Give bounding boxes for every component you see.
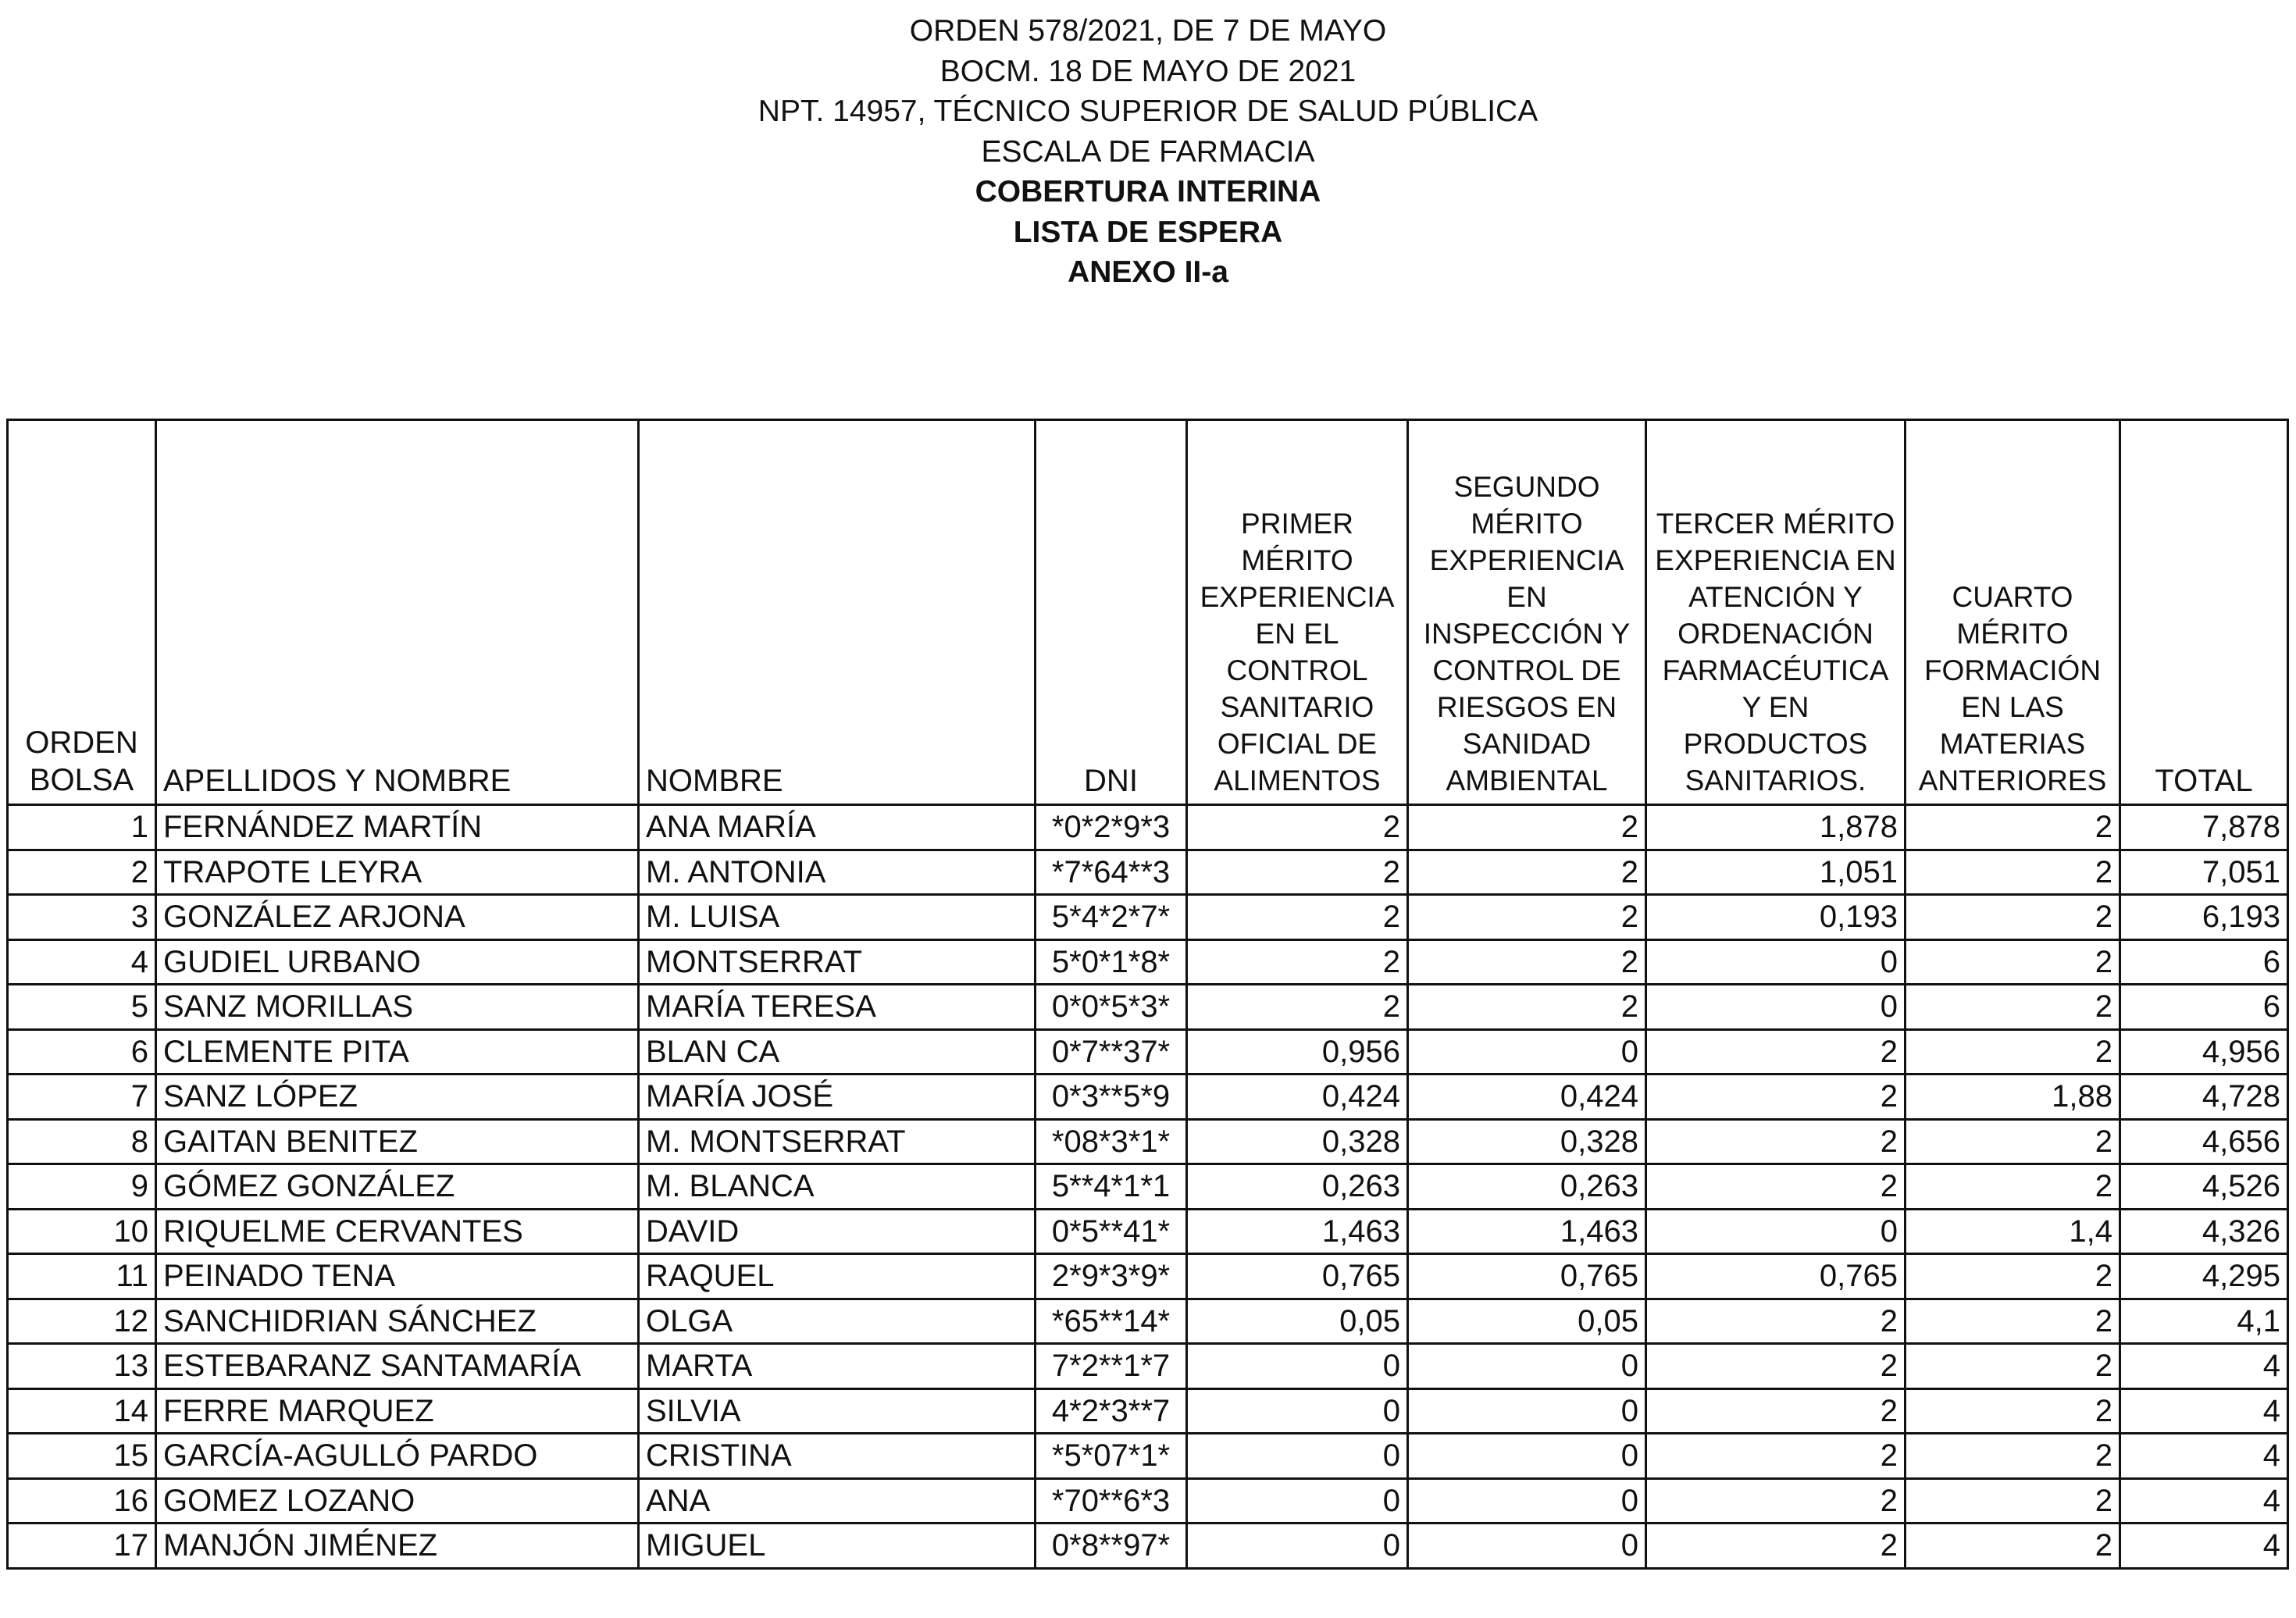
heading-line-orden: ORDEN 578/2021, DE 7 DE MAYO — [909, 14, 1387, 48]
table-row — [8, 1524, 2288, 1569]
cell-dni: *70**6*3 — [1036, 1478, 1187, 1524]
header-apellidos: APELLIDOS Y NOMBRE — [156, 420, 639, 805]
cell-merito-1: 1,463 — [1187, 1209, 1408, 1254]
cell-orden: 3 — [8, 895, 156, 940]
cell-apellidos: FERRE MARQUEZ — [156, 1388, 639, 1434]
cell-orden: 9 — [8, 1164, 156, 1210]
cell-nombre: MIGUEL — [639, 1524, 1036, 1569]
cell-apellidos: GAITAN BENITEZ — [156, 1119, 639, 1164]
cell-total: 4 — [2120, 1388, 2288, 1434]
cell-nombre: M. BLANCA — [639, 1164, 1036, 1210]
cell-merito-4: 1,4 — [1906, 1209, 2120, 1254]
cell-merito-2: 2 — [1408, 895, 1646, 940]
cell-dni: 4*2*3**7 — [1036, 1388, 1187, 1434]
cell-orden: 14 — [8, 1388, 156, 1434]
header-merito-4 — [1906, 420, 2120, 805]
cell-merito-3: 2 — [1646, 1299, 1906, 1344]
cell-merito-3: 2 — [1646, 1434, 1906, 1479]
table-row — [8, 1029, 2288, 1075]
cell-nombre: M. ANTONIA — [639, 850, 1036, 895]
cell-merito-4: 1,88 — [1906, 1075, 2120, 1120]
cell-merito-3: 0,193 — [1646, 895, 1906, 940]
cell-nombre: CRISTINA — [639, 1434, 1036, 1479]
cell-merito-1: 0,765 — [1187, 1254, 1408, 1299]
cell-merito-2: 0 — [1408, 1478, 1646, 1524]
table-row — [8, 1254, 2288, 1299]
cell-merito-1: 0 — [1187, 1524, 1408, 1569]
header-merito-3-text: TERCER MÉRITO EXPERIENCIA EN ATENCIÓN Y ORDENACIÓN FARMACÉUTICA Y EN PRODUCTOS SANITARIOS. — [1655, 508, 1896, 797]
cell-orden: 6 — [8, 1029, 156, 1075]
cell-total: 4,1 — [2120, 1299, 2288, 1344]
cell-dni: 0*8**97* — [1036, 1524, 1187, 1569]
cell-merito-2: 0 — [1408, 1388, 1646, 1434]
cell-merito-2: 0,263 — [1408, 1164, 1646, 1210]
cell-orden: 13 — [8, 1344, 156, 1389]
cell-merito-4: 2 — [1906, 805, 2120, 850]
table-row — [8, 1478, 2288, 1524]
table-row — [8, 939, 2288, 985]
cell-orden: 10 — [8, 1209, 156, 1254]
cell-nombre: ANA — [639, 1478, 1036, 1524]
cell-nombre: M. MONTSERRAT — [639, 1119, 1036, 1164]
cell-apellidos: FERNÁNDEZ MARTÍN — [156, 805, 639, 850]
cell-orden: 12 — [8, 1299, 156, 1344]
cell-merito-2: 0,424 — [1408, 1075, 1646, 1120]
waiting-list-table — [6, 419, 2289, 1570]
cell-merito-3: 2 — [1646, 1388, 1906, 1434]
cell-total: 4 — [2120, 1524, 2288, 1569]
table-row — [8, 805, 2288, 850]
cell-nombre: BLAN CA — [639, 1029, 1036, 1075]
cell-merito-1: 2 — [1187, 985, 1408, 1030]
cell-merito-4: 2 — [1906, 1299, 2120, 1344]
cell-merito-2: 0,765 — [1408, 1254, 1646, 1299]
cell-merito-1: 0,328 — [1187, 1119, 1408, 1164]
cell-nombre: SILVIA — [639, 1388, 1036, 1434]
cell-dni: 0*5**41* — [1036, 1209, 1187, 1254]
cell-merito-3: 1,051 — [1646, 850, 1906, 895]
cell-merito-3: 2 — [1646, 1164, 1906, 1210]
table-row — [8, 1164, 2288, 1210]
cell-merito-2: 2 — [1408, 985, 1646, 1030]
table-row — [8, 985, 2288, 1030]
cell-merito-2: 0 — [1408, 1029, 1646, 1075]
table-row — [8, 1434, 2288, 1479]
cell-merito-3: 2 — [1646, 1524, 1906, 1569]
cell-merito-1: 2 — [1187, 895, 1408, 940]
cell-orden: 2 — [8, 850, 156, 895]
cell-total: 6 — [2120, 985, 2288, 1030]
header-merito-2 — [1408, 420, 1646, 805]
cell-dni: 7*2**1*7 — [1036, 1344, 1187, 1389]
cell-apellidos: GOMEZ LOZANO — [156, 1478, 639, 1524]
cell-total: 4,956 — [2120, 1029, 2288, 1075]
cell-merito-1: 0 — [1187, 1344, 1408, 1389]
cell-merito-2: 2 — [1408, 939, 1646, 985]
cell-dni: *5*07*1* — [1036, 1434, 1187, 1479]
table-row — [8, 1075, 2288, 1120]
header-orden-line2: BOLSA — [29, 763, 134, 797]
cell-total: 4,326 — [2120, 1209, 2288, 1254]
cell-orden: 17 — [8, 1524, 156, 1569]
cell-merito-4: 2 — [1906, 1029, 2120, 1075]
cell-merito-1: 0,05 — [1187, 1299, 1408, 1344]
cell-merito-1: 0,424 — [1187, 1075, 1408, 1120]
cell-apellidos: MANJÓN JIMÉNEZ — [156, 1524, 639, 1569]
document-heading — [0, 11, 2296, 293]
cell-total: 4,656 — [2120, 1119, 2288, 1164]
cell-orden: 16 — [8, 1478, 156, 1524]
table-row — [8, 1119, 2288, 1164]
cell-nombre: MARÍA JOSÉ — [639, 1075, 1036, 1120]
cell-apellidos: CLEMENTE PITA — [156, 1029, 639, 1075]
cell-merito-3: 0 — [1646, 939, 1906, 985]
cell-nombre: DAVID — [639, 1209, 1036, 1254]
heading-line-bocm: BOCM. 18 DE MAYO DE 2021 — [939, 54, 1357, 88]
header-nombre: NOMBRE — [639, 420, 1036, 805]
cell-merito-1: 0 — [1187, 1478, 1408, 1524]
cell-merito-2: 0 — [1408, 1434, 1646, 1479]
cell-apellidos: GONZÁLEZ ARJONA — [156, 895, 639, 940]
cell-dni: *0*2*9*3 — [1036, 805, 1187, 850]
cell-nombre: MONTSERRAT — [639, 939, 1036, 985]
cell-apellidos: GARCÍA-AGULLÓ PARDO — [156, 1434, 639, 1479]
cell-merito-2: 0 — [1408, 1524, 1646, 1569]
cell-apellidos: RIQUELME CERVANTES — [156, 1209, 639, 1254]
cell-apellidos: PEINADO TENA — [156, 1254, 639, 1299]
cell-merito-1: 0,263 — [1187, 1164, 1408, 1210]
heading-line-anexo: ANEXO II-a — [1068, 255, 1228, 289]
cell-total: 7,051 — [2120, 850, 2288, 895]
table-row — [8, 1299, 2288, 1344]
cell-total: 4,728 — [2120, 1075, 2288, 1120]
header-total: TOTAL — [2120, 420, 2288, 805]
header-merito-2-text: SEGUNDO MÉRITO EXPERIENCIA EN INSPECCIÓN Y CONTROL DE RIESGOS EN SANIDAD AMBIENTAL — [1423, 471, 1631, 797]
cell-merito-4: 2 — [1906, 850, 2120, 895]
table-header-row — [8, 420, 2288, 805]
cell-total: 4,295 — [2120, 1254, 2288, 1299]
cell-merito-1: 0,956 — [1187, 1029, 1408, 1075]
table-row — [8, 1388, 2288, 1434]
cell-apellidos: SANZ LÓPEZ — [156, 1075, 639, 1120]
cell-total: 7,878 — [2120, 805, 2288, 850]
cell-merito-3: 0,765 — [1646, 1254, 1906, 1299]
cell-merito-4: 2 — [1906, 1119, 2120, 1164]
cell-merito-4: 2 — [1906, 1254, 2120, 1299]
cell-orden: 11 — [8, 1254, 156, 1299]
header-merito-4-text: CUARTO MÉRITO FORMACIÓN EN LAS MATERIAS ANTERIORES — [1918, 581, 2107, 797]
cell-apellidos: ESTEBARANZ SANTAMARÍA — [156, 1344, 639, 1389]
heading-line-escala: ESCALA DE FARMACIA — [981, 134, 1315, 169]
table-row — [8, 1209, 2288, 1254]
cell-nombre: OLGA — [639, 1299, 1036, 1344]
cell-merito-1: 0 — [1187, 1388, 1408, 1434]
cell-nombre: M. LUISA — [639, 895, 1036, 940]
cell-merito-2: 2 — [1408, 805, 1646, 850]
cell-total: 6 — [2120, 939, 2288, 985]
cell-orden: 15 — [8, 1434, 156, 1479]
cell-merito-4: 2 — [1906, 1344, 2120, 1389]
cell-dni: *65**14* — [1036, 1299, 1187, 1344]
cell-total: 4,526 — [2120, 1164, 2288, 1210]
header-orden-bolsa — [8, 420, 156, 805]
cell-merito-3: 2 — [1646, 1478, 1906, 1524]
cell-merito-2: 2 — [1408, 850, 1646, 895]
header-merito-3 — [1646, 420, 1906, 805]
cell-merito-4: 2 — [1906, 1388, 2120, 1434]
cell-merito-2: 1,463 — [1408, 1209, 1646, 1254]
table-row — [8, 1344, 2288, 1389]
heading-line-npt: NPT. 14957, TÉCNICO SUPERIOR DE SALUD PÚBLICA — [758, 94, 1538, 128]
cell-merito-4: 2 — [1906, 1164, 2120, 1210]
cell-total: 4 — [2120, 1344, 2288, 1389]
cell-merito-3: 2 — [1646, 1344, 1906, 1389]
cell-dni: 0*7**37* — [1036, 1029, 1187, 1075]
table-row — [8, 850, 2288, 895]
cell-merito-4: 2 — [1906, 1434, 2120, 1479]
cell-merito-2: 0 — [1408, 1344, 1646, 1389]
cell-orden: 5 — [8, 985, 156, 1030]
cell-merito-1: 2 — [1187, 805, 1408, 850]
cell-orden: 7 — [8, 1075, 156, 1120]
cell-nombre: RAQUEL — [639, 1254, 1036, 1299]
header-merito-1 — [1187, 420, 1408, 805]
cell-apellidos: SANCHIDRIAN SÁNCHEZ — [156, 1299, 639, 1344]
cell-merito-2: 0,328 — [1408, 1119, 1646, 1164]
heading-line-cobertura: COBERTURA INTERINA — [975, 175, 1321, 208]
cell-apellidos: TRAPOTE LEYRA — [156, 850, 639, 895]
cell-dni: 0*3**5*9 — [1036, 1075, 1187, 1120]
cell-dni: *7*64**3 — [1036, 850, 1187, 895]
cell-merito-4: 2 — [1906, 1524, 2120, 1569]
cell-nombre: MARTA — [639, 1344, 1036, 1389]
cell-orden: 8 — [8, 1119, 156, 1164]
table-row — [8, 895, 2288, 940]
cell-merito-3: 0 — [1646, 985, 1906, 1030]
cell-nombre: ANA MARÍA — [639, 805, 1036, 850]
cell-merito-4: 2 — [1906, 939, 2120, 985]
cell-dni: 2*9*3*9* — [1036, 1254, 1187, 1299]
cell-merito-4: 2 — [1906, 985, 2120, 1030]
cell-merito-2: 0,05 — [1408, 1299, 1646, 1344]
cell-nombre: MARÍA TERESA — [639, 985, 1036, 1030]
cell-merito-3: 2 — [1646, 1119, 1906, 1164]
cell-dni: 5*4*2*7* — [1036, 895, 1187, 940]
cell-apellidos: SANZ MORILLAS — [156, 985, 639, 1030]
cell-total: 4 — [2120, 1478, 2288, 1524]
cell-dni: 0*0*5*3* — [1036, 985, 1187, 1030]
cell-apellidos: GÓMEZ GONZÁLEZ — [156, 1164, 639, 1210]
header-merito-1-text: PRIMER MÉRITO EXPERIENCIA EN EL CONTROL SANITARIO OFICIAL DE ALIMENTOS — [1200, 508, 1395, 797]
cell-merito-3: 2 — [1646, 1075, 1906, 1120]
cell-merito-1: 2 — [1187, 850, 1408, 895]
cell-dni: 5**4*1*1 — [1036, 1164, 1187, 1210]
table-body — [8, 805, 2288, 1569]
cell-orden: 1 — [8, 805, 156, 850]
cell-merito-4: 2 — [1906, 1478, 2120, 1524]
cell-merito-4: 2 — [1906, 895, 2120, 940]
cell-apellidos: GUDIEL URBANO — [156, 939, 639, 985]
heading-line-lista: LISTA DE ESPERA — [1013, 215, 1283, 249]
cell-total: 6,193 — [2120, 895, 2288, 940]
header-dni: DNI — [1036, 420, 1187, 805]
cell-merito-3: 0 — [1646, 1209, 1906, 1254]
cell-dni: *08*3*1* — [1036, 1119, 1187, 1164]
cell-merito-1: 2 — [1187, 939, 1408, 985]
cell-merito-1: 0 — [1187, 1434, 1408, 1479]
cell-orden: 4 — [8, 939, 156, 985]
header-orden-line1: ORDEN — [25, 725, 138, 760]
cell-merito-3: 2 — [1646, 1029, 1906, 1075]
cell-merito-3: 1,878 — [1646, 805, 1906, 850]
cell-dni: 5*0*1*8* — [1036, 939, 1187, 985]
cell-total: 4 — [2120, 1434, 2288, 1479]
